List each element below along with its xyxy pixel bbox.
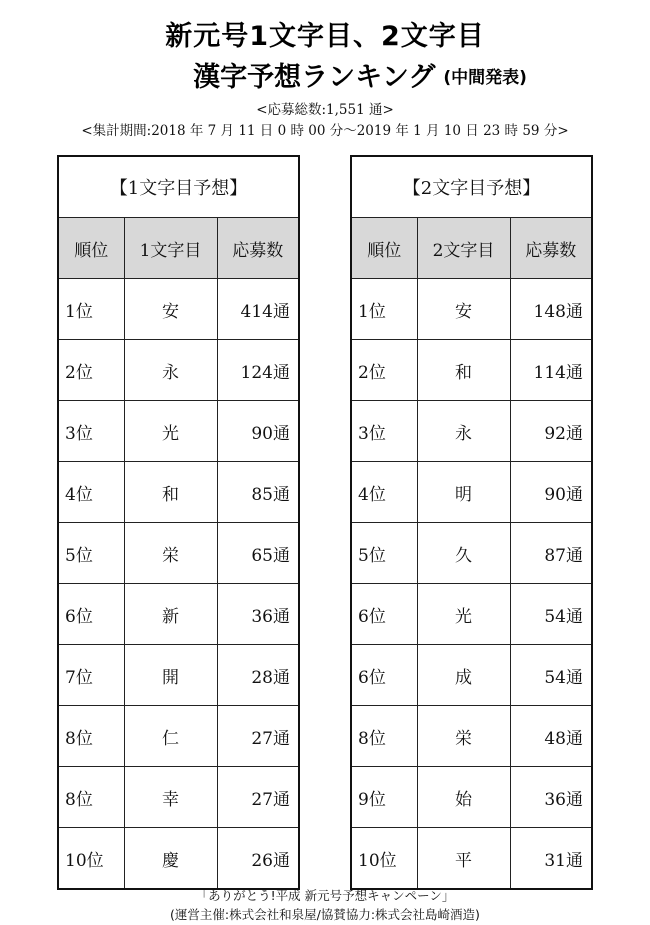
kanji-cell: 永	[124, 340, 217, 401]
count-cell: 26通	[217, 828, 299, 890]
page-title: 新元号1文字目、2文字目	[165, 21, 485, 52]
rank-cell: 3位	[351, 401, 417, 462]
table-row	[351, 645, 592, 706]
table-row	[58, 706, 299, 767]
kanji-cell: 慶	[124, 828, 217, 890]
kanji-cell: 明	[417, 462, 510, 523]
campaign-name: 「ありがとう!平成 新元号予想キャンペーン」	[195, 888, 455, 903]
table-row	[58, 340, 299, 401]
kanji-cell: 永	[417, 401, 510, 462]
rank-cell: 5位	[351, 523, 417, 584]
rank-cell: 10位	[351, 828, 417, 890]
count-cell: 92通	[510, 401, 592, 462]
table-row	[58, 462, 299, 523]
count-cell: 54通	[510, 645, 592, 706]
count-cell: 148通	[510, 279, 592, 340]
kanji-cell: 仁	[124, 706, 217, 767]
column-header-count: 応募数	[510, 218, 592, 279]
kanji-cell: 久	[417, 523, 510, 584]
table-row	[58, 645, 299, 706]
rank-cell: 1位	[58, 279, 124, 340]
rank-cell: 1位	[351, 279, 417, 340]
rank-cell: 2位	[351, 340, 417, 401]
total-entries: <応募総数:1,551 通>	[256, 102, 394, 118]
rank-cell: 5位	[58, 523, 124, 584]
table-row	[351, 279, 592, 340]
table-row	[351, 767, 592, 828]
count-cell: 36通	[510, 767, 592, 828]
table-row	[351, 828, 592, 890]
table-row	[351, 523, 592, 584]
first-char-ranking-table	[57, 155, 300, 890]
kanji-cell: 光	[417, 584, 510, 645]
kanji-cell: 栄	[124, 523, 217, 584]
kanji-cell: 幸	[124, 767, 217, 828]
count-cell: 124通	[217, 340, 299, 401]
count-cell: 28通	[217, 645, 299, 706]
rank-cell: 10位	[58, 828, 124, 890]
table-row	[351, 706, 592, 767]
kanji-cell: 安	[417, 279, 510, 340]
subtitle-main: 漢字予想ランキング	[193, 62, 436, 93]
kanji-cell: 始	[417, 767, 510, 828]
table-row	[58, 828, 299, 890]
count-cell: 54通	[510, 584, 592, 645]
kanji-cell: 和	[417, 340, 510, 401]
kanji-cell: 新	[124, 584, 217, 645]
count-cell: 114通	[510, 340, 592, 401]
rank-cell: 6位	[351, 645, 417, 706]
rank-cell: 8位	[58, 706, 124, 767]
table-row	[58, 279, 299, 340]
count-cell: 85通	[217, 462, 299, 523]
count-cell: 27通	[217, 767, 299, 828]
kanji-cell: 成	[417, 645, 510, 706]
rank-cell: 8位	[58, 767, 124, 828]
kanji-cell: 開	[124, 645, 217, 706]
kanji-cell: 安	[124, 279, 217, 340]
table-row	[58, 401, 299, 462]
count-cell: 90通	[217, 401, 299, 462]
count-cell: 31通	[510, 828, 592, 890]
table-row	[351, 462, 592, 523]
count-cell: 65通	[217, 523, 299, 584]
table-row	[351, 401, 592, 462]
subtitle-note: (中間発表)	[443, 68, 527, 88]
count-cell: 36通	[217, 584, 299, 645]
table-row	[58, 523, 299, 584]
count-cell: 90通	[510, 462, 592, 523]
count-cell: 87通	[510, 523, 592, 584]
table-row	[58, 767, 299, 828]
table-row	[351, 340, 592, 401]
rank-cell: 6位	[351, 584, 417, 645]
column-header-char: 1文字目	[124, 218, 217, 279]
column-header-count: 応募数	[217, 218, 299, 279]
rank-cell: 4位	[58, 462, 124, 523]
count-cell: 27通	[217, 706, 299, 767]
rank-cell: 6位	[58, 584, 124, 645]
column-header-char: 2文字目	[417, 218, 510, 279]
kanji-cell: 和	[124, 462, 217, 523]
column-header-rank: 順位	[58, 218, 124, 279]
table-caption: 【2文字目予想】	[351, 156, 592, 218]
count-cell: 414通	[217, 279, 299, 340]
rank-cell: 8位	[351, 706, 417, 767]
kanji-cell: 平	[417, 828, 510, 890]
column-header-rank: 順位	[351, 218, 417, 279]
rank-cell: 3位	[58, 401, 124, 462]
count-cell: 48通	[510, 706, 592, 767]
table-row	[58, 584, 299, 645]
organizer-credit: (運営主催:株式会社和泉屋/協賛協力:株式会社島崎酒造)	[170, 907, 480, 922]
tally-period: <集計期間:2018 年 7 月 11 日 0 時 00 分〜2019 年 1 月 10 日 23 時 59 分>	[81, 123, 569, 139]
kanji-cell: 光	[124, 401, 217, 462]
rank-cell: 4位	[351, 462, 417, 523]
rank-cell: 7位	[58, 645, 124, 706]
table-row	[351, 584, 592, 645]
rank-cell: 9位	[351, 767, 417, 828]
rank-cell: 2位	[58, 340, 124, 401]
kanji-cell: 栄	[417, 706, 510, 767]
table-caption: 【1文字目予想】	[58, 156, 299, 218]
page-subtitle	[0, 55, 650, 94]
second-char-ranking-table	[350, 155, 593, 890]
